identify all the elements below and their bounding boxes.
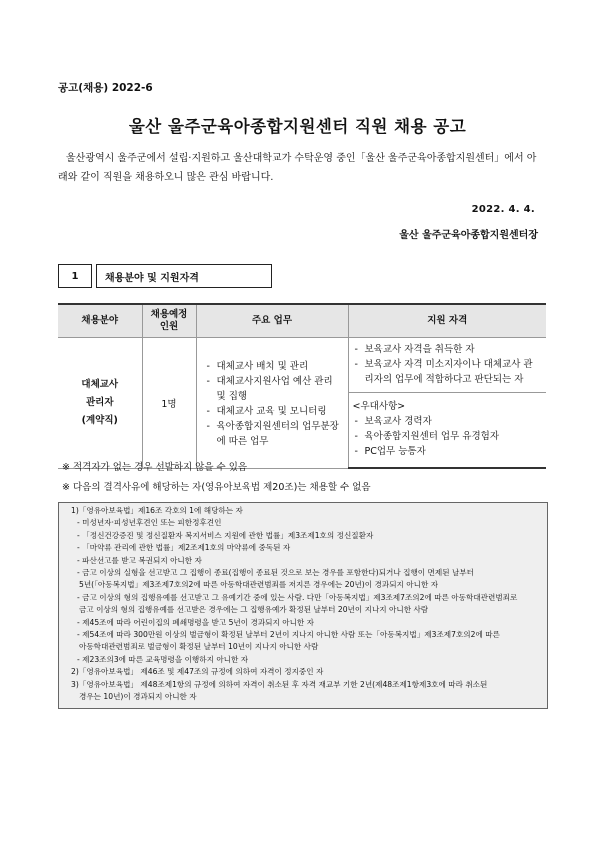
list-item: - 미성년자·피성년후견인 또는 피한정후견인 [65, 517, 541, 529]
list-item: - 제54조에 따라 300만원 이상의 벌금형이 확정된 날부터 2년이 지나지 아니한 사람 또는「아동복지법」제3조제7호의2에 따른 [65, 629, 541, 641]
header-field: 채용분야 [58, 304, 142, 338]
duties-list [205, 359, 342, 449]
list-item: - 보육교사 자격을 취득한 자 [353, 342, 541, 357]
list-item: - 대체교사 배치 및 관리 [205, 359, 342, 374]
count-cell: 1명 [142, 338, 196, 469]
duties-cell [196, 338, 348, 469]
list-item-continued: 아동학대관련범죄로 벌금형이 확정된 날부터 10년이 지나지 아니한 사람 [79, 642, 319, 652]
recruitment-table [58, 303, 546, 469]
list-item: - 금고 이상의 실형을 선고받고 그 집행이 종료(집행이 종료된 것으로 보는 경우를 포함한다)되거나 집행이 면제된 날부터 [65, 567, 541, 579]
list-item: - PC업무 능통자 [353, 444, 541, 459]
list-item: 2)「영유아보육법」 제46조 및 제47조의 규정에 의하여 자격이 정지중인 자 [71, 667, 324, 677]
list-item: 1)「영유아보육법」제16조 각호의 1에 해당하는 자 [71, 506, 243, 515]
list-item: - 파산선고를 받고 복권되지 아니한 자 [65, 555, 541, 567]
preferences-list [353, 414, 541, 459]
header-qualifications: 지원 자격 [348, 304, 546, 338]
list-item: - 「마약류 관리에 관한 법률」제2조제1호의 마약류에 중독된 자 [65, 542, 541, 554]
field-cell [58, 338, 142, 469]
intro-paragraph [58, 149, 545, 187]
list-item: - 제45조에 따라 어린이집의 폐쇄명령을 받고 5년이 경과되지 아니한 자 [65, 617, 541, 629]
section-header [58, 264, 272, 288]
header-duties: 주요 업무 [196, 304, 348, 338]
list-item: - 대체교사 교육 및 모니터링 [205, 404, 342, 419]
document-title: 울산 울주군육아종합지원센터 직원 채용 공고 [128, 117, 467, 136]
section-number: 1 [58, 264, 92, 288]
preferences-cell [348, 393, 546, 469]
qualifications-list [353, 342, 541, 387]
intro-text: 울산광역시 울주군에서 설립·지원하고 울산대학교가 수탁운영 중인「울산 울주군육아종합지원센터」에서 아래와 같이 직원을 채용하오니 많은 관심 바랍니다. [58, 153, 537, 183]
preferences-label: <우대사항> [352, 401, 406, 412]
disqualification-box [58, 502, 548, 709]
list-item: - 보육교사 경력자 [353, 414, 541, 429]
field-line: 대체교사 [81, 378, 119, 390]
field-line: (계약직) [81, 414, 118, 426]
list-item: - 대체교사지원사업 예산 관리 및 집행 [205, 374, 342, 404]
list-item: - 「정신건강증진 및 정신질환자 복지서비스 지원에 관한 법률」제3조제1호의 정신질환자 [65, 530, 541, 542]
table-header-row [58, 304, 546, 338]
list-item: - 육아종합지원센터 업무 유경험자 [353, 429, 541, 444]
list-item: - 보육교사 자격 미소지자이나 대체교사 관리자의 업무에 적합하다고 판단되는 자 [353, 357, 541, 387]
field-line: 관리자 [85, 396, 114, 408]
list-item: - 육아종합지원센터의 업무분장에 따른 업무 [205, 419, 342, 449]
list-item: 3)「영유아보육법」 제48조제1항의 규정에 의하여 자격이 취소된 후 자격 재교부 기한 2년(제48조제1항제3호에 따라 취소된 [71, 679, 488, 689]
note-disqualification: ※ 다음의 결격사유에 해당하는 자(영유아보육법 제20조)는 채용할 수 없음 [62, 482, 371, 493]
header-count: 채용예정 인원 [142, 304, 196, 338]
list-item-continued: 5년(「아동복지법」제3조제7호의2에 따른 아동학대관련범죄를 저지른 경우에는 20년)이 경과되지 아니한 자 [79, 580, 439, 590]
note-no-qualified: ※ 적격자가 없는 경우 선발하지 않을 수 있음 [62, 462, 248, 473]
issuing-organization: 울산 울주군육아종합지원센터장 [399, 230, 538, 241]
section-title: 채용분야 및 지원자격 [96, 264, 272, 288]
list-item-continued: 경우는 10년)이 경과되지 아니한 자 [79, 692, 197, 702]
notice-number: 공고(채용) 2022-6 [58, 82, 153, 94]
list-item-continued: 금고 이상의 형의 집행유예를 선고받은 경우에는 그 집행유예가 확정된 날부터 20년이 지나지 아니한 사람 [79, 605, 429, 615]
qualifications-cell [348, 338, 546, 393]
list-item: - 금고 이상의 형의 집행유예를 선고받고 그 유예기간 중에 있는 사람. 다만「아동복지법」제3조제7조의2에 따른 아동학대관련범죄로 [65, 592, 541, 604]
announcement-date: 2022. 4. 4. [471, 204, 535, 215]
table-row [58, 338, 546, 393]
list-item: - 제23조의3에 따른 교육명령을 이행하지 아니한 자 [65, 654, 541, 666]
